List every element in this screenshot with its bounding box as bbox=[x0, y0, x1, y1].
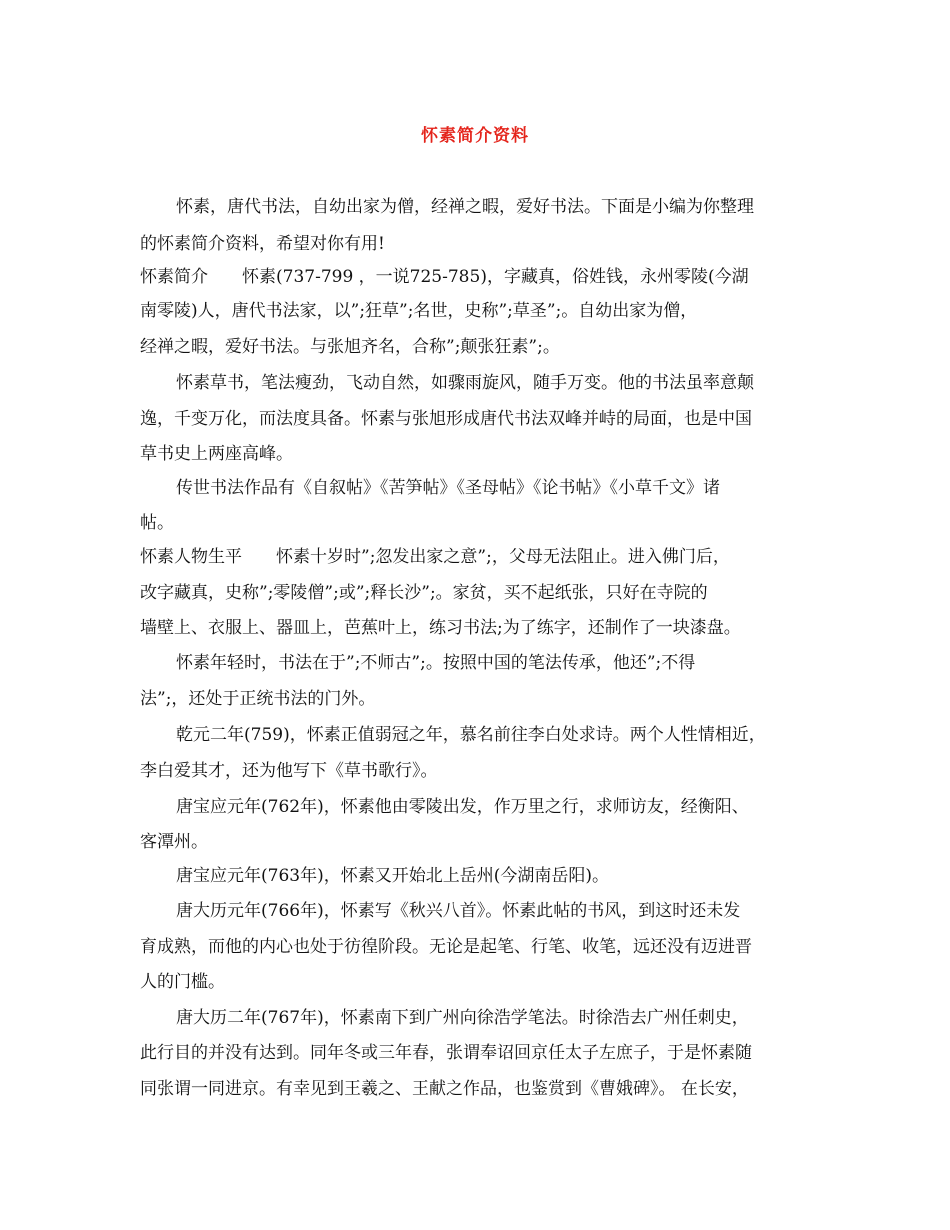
paragraph-line: 逸，千变万化，而法度具备。怀素与张旭形成唐代书法双峰并峙的局面，也是中国 bbox=[140, 409, 752, 429]
paragraph-line: 怀素，唐代书法，自幼出家为僧，经禅之暇，爱好书法。下面是小编为你整理 bbox=[176, 197, 754, 217]
section-intro-line bbox=[140, 260, 749, 294]
paragraph-line: 经禅之暇，爱好书法。与张旭齐名，合称”;颠张狂素”;。 bbox=[140, 337, 560, 357]
document-title: 怀素简介资料 bbox=[421, 126, 529, 146]
paragraph-line: 唐宝应元年(763年)，怀素又开始北上岳州(今湖南岳阳)。 bbox=[176, 866, 609, 886]
section-heading-life: 怀素人物生平 bbox=[140, 547, 242, 567]
paragraph-line: 唐大历元年(766年)，怀素写《秋兴八首》。怀素此帖的书风，到这时还未发 bbox=[176, 901, 741, 921]
paragraph-line: 育成熟，而他的内心也处于彷徨阶段。无论是起笔、行笔、收笔，远还没有迈进晋 bbox=[140, 937, 752, 957]
paragraph-line: 草书史上两座高峰。 bbox=[140, 444, 293, 464]
paragraph-line: 怀素年轻时，书法在于”;不师古”;。按照中国的笔法传承，他还”;不得 bbox=[176, 653, 696, 673]
paragraph-line: 乾元二年(759)，怀素正值弱冠之年，慕名前往李白处求诗。两个人性情相近， bbox=[176, 725, 766, 745]
section-intro-text: 怀素(737-799 ，一说725-785)，字藏真，俗姓钱，永州零陵(今湖 bbox=[242, 267, 749, 287]
paragraph-line: 南零陵)人，唐代书法家，以”;狂草”;名世，史称”;草圣”;。自幼出家为僧， bbox=[140, 301, 698, 321]
paragraph-line: 墙壁上、衣服上、器皿上，芭蕉叶上，练习书法;为了练字，还制作了一块漆盘。 bbox=[140, 618, 741, 638]
section-life-line bbox=[140, 540, 730, 574]
paragraph-line: 客潭州。 bbox=[140, 832, 208, 852]
section-life-text: 怀素十岁时”;忽发出家之意”;，父母无法阻止。进入佛门后， bbox=[276, 547, 730, 567]
paragraph-line: 的怀素简介资料，希望对你有用! bbox=[140, 234, 385, 254]
paragraph-line: 唐宝应元年(762年)，怀素他由零陵出发，作万里之行，求师访友，经衡阳、 bbox=[176, 797, 749, 817]
paragraph-line: 人的门槛。 bbox=[140, 972, 225, 992]
paragraph-line: 此行目的并没有达到。同年冬或三年春，张谓奉诏回京任太子左庶子，于是怀素随 bbox=[140, 1043, 752, 1063]
paragraph-line: 传世书法作品有《自叙帖》《苦笋帖》《圣母帖》《论书帖》《小草千文》诸 bbox=[176, 478, 720, 498]
paragraph-line: 帖。 bbox=[140, 513, 174, 533]
section-heading-intro: 怀素简介 bbox=[140, 267, 208, 287]
paragraph-line: 同张谓一同进京。有幸见到王羲之、王献之作品，也鉴赏到《曹娥碑》。 在长安， bbox=[140, 1079, 749, 1099]
paragraph-line: 李白爱其才，还为他写下《草书歌行》。 bbox=[140, 761, 438, 781]
paragraph-line: 改字藏真，史称”;零陵僧”;或”;释长沙”;。家贫，买不起纸张，只好在寺院的 bbox=[140, 583, 708, 603]
paragraph-line: 怀素草书，笔法瘦劲，飞动自然，如骤雨旋风，随手万变。他的书法虽率意颠 bbox=[176, 373, 754, 393]
paragraph-line: 唐大历二年(767年)，怀素南下到广州向徐浩学笔法。时徐浩去广州任刺史， bbox=[176, 1008, 749, 1028]
paragraph-line: 法”;，还处于正统书法的门外。 bbox=[140, 689, 376, 709]
